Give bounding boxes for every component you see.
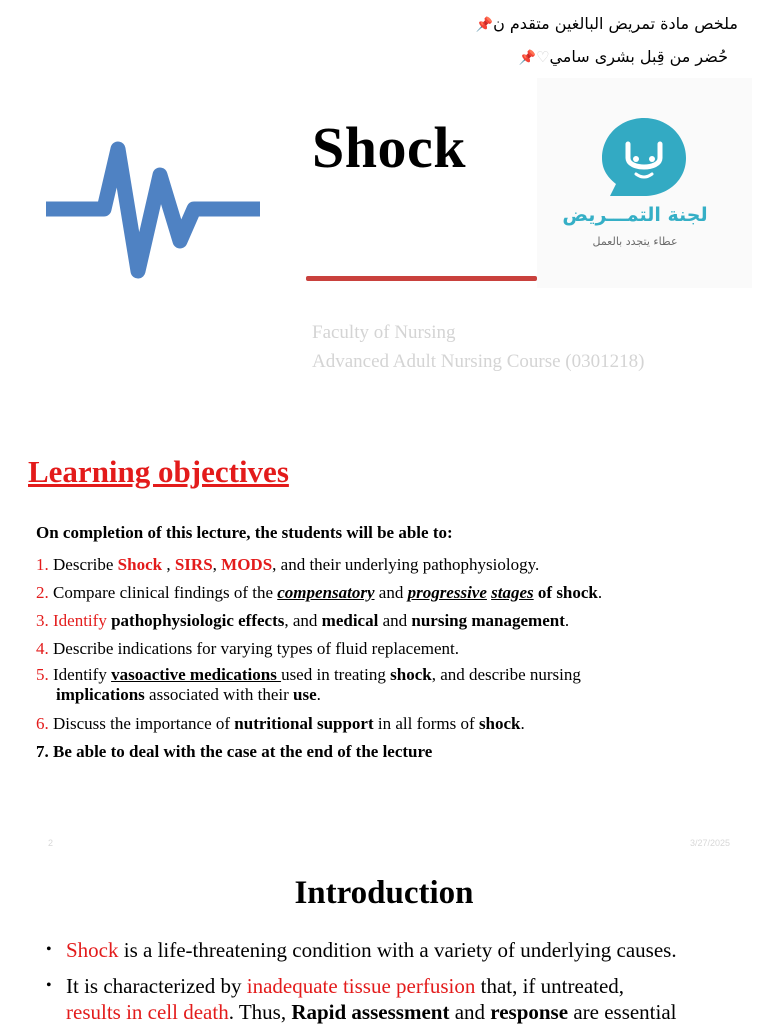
list-item: 3. Identify pathophysiologic effects, and medical and nursing management. [36, 611, 570, 630]
list-item: 1. Describe Shock , SIRS, MODS, and their underlying pathophysiology. [36, 555, 540, 574]
list-item: 5. Identify vasoactive medications used in treating shock, and describe nursing implications associated with their use. [36, 665, 581, 704]
logo-name: لجنة التمـــريض [562, 204, 708, 226]
heart-icon: ♡ [536, 48, 550, 66]
nursing-committee-logo-icon [598, 114, 690, 207]
page-title: Shock [312, 115, 467, 180]
pushpin-icon: 📌 [475, 17, 494, 33]
list-item: • It is characterized by inadequate tissue perfusion that, if untreated, results in cell death. Thus, Rapid assessment and response are essential [46, 974, 677, 1024]
header-note-line-1 [476, 14, 738, 33]
list-item: 6. Discuss the importance of nutritional support in all forms of shock. [36, 714, 525, 733]
heartbeat-pulse-icon [44, 135, 262, 288]
objectives-list [36, 551, 736, 766]
bullet-icon: • [46, 977, 52, 994]
header-note-text-2: حُضر من قِبل بشرى سامي [549, 47, 728, 66]
slide-page-number: 2 [48, 838, 54, 848]
slide-date: 3/27/2025 [690, 838, 731, 848]
list-item: 4. Describe indications for varying types of fluid replacement. [36, 639, 459, 658]
course-name: Advanced Adult Nursing Course (0301218) [312, 351, 645, 372]
header-note-text-1: ملخص مادة تمريض البالغين متقدم ن [493, 14, 738, 33]
logo-tagline: عطاء يتجدد بالعمل [592, 235, 678, 248]
pushpin-icon: 📌 [518, 50, 536, 66]
title-divider [306, 276, 537, 281]
list-item: 2. Compare clinical findings of the compensatory and progressive stages of shock. [36, 583, 603, 602]
objectives-heading: Learning objectives [28, 454, 289, 489]
header-note-line-2 [519, 47, 728, 66]
objectives-intro: On completion of this lecture, the students will be able to: [36, 523, 453, 542]
bullet-icon: • [46, 941, 52, 958]
introduction-heading: Introduction [294, 875, 474, 911]
list-item: • Shock is a life-threatening condition with a variety of underlying causes. [46, 938, 677, 962]
introduction-bullets [46, 937, 746, 1035]
faculty-name: Faculty of Nursing [312, 322, 456, 343]
list-item: 7. Be able to deal with the case at the end of the lecture [36, 742, 433, 761]
